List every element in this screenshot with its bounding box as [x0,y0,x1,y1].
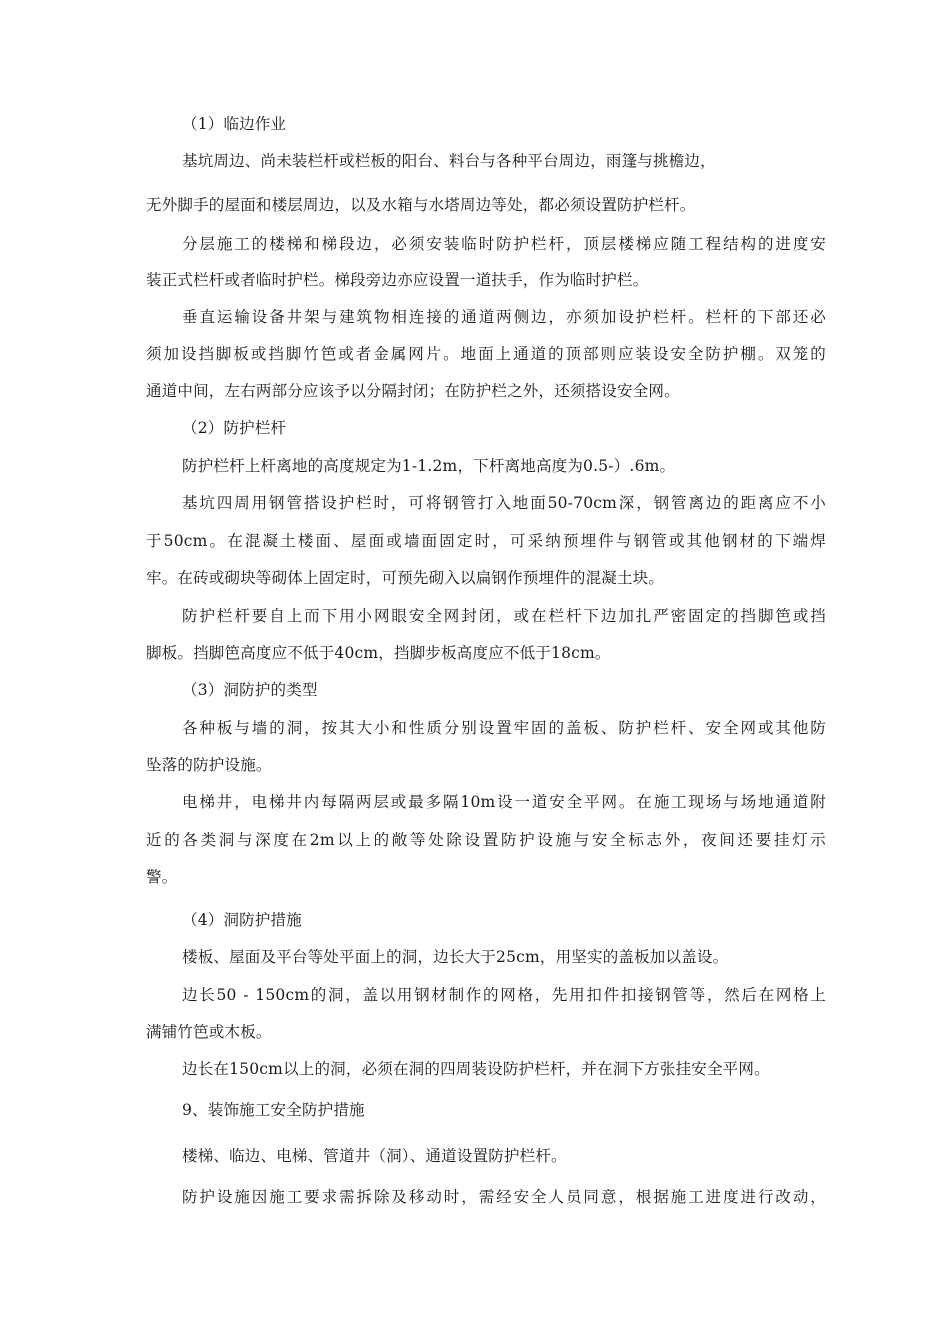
paragraph-line: 各种板与墙的洞，按其大小和性质分别设置牢固的盖板、防护栏杆、安全网或其他防 [182,719,826,737]
paragraph-line: 防护设施因施工要求需拆除及移动时，需经安全人员同意，根据施工进度进行改动， [182,1188,826,1206]
heading-decoration-safety: 9、装饰施工安全防护措施 [182,1101,365,1119]
paragraph-line: 基坑周边、尚未装栏杆或栏板的阳台、料台与各种平台周边，雨篷与挑檐边， [182,152,716,170]
paragraph-line: 垂直运输设备井架与建筑物相连接的通道两侧边，亦须加设护栏杆。栏杆的下部还必 [182,308,826,326]
paragraph-line: 边长50 - 150cm的洞，盖以用钢材制作的网格，先用扣件扣接钢管等，然后在网格上 [182,986,826,1004]
paragraph-line: 须加设挡脚板或挡脚竹笆或者金属网片。地面上通道的顶部则应装设安全防护棚。双笼的 [146,345,826,363]
heading-guardrail: （2）防护栏杆 [182,419,287,437]
paragraph-line: 无外脚手的屋面和楼层周边，以及水箱与水塔周边等处，都必须设置防护栏杆。 [146,196,696,214]
paragraph-line: 近的各类洞与深度在2m以上的敞等处除设置防护设施与安全标志外，夜间还要挂灯示 [146,831,826,849]
paragraph-line: 防护栏杆上杆离地的高度规定为1-1.2m，下杆离地高度为0.5-）.6m。 [182,457,676,475]
heading-edge-work: （1）临边作业 [182,115,287,133]
heading-hole-measures: （4）洞防护措施 [182,911,302,929]
paragraph-line: 边长在150cm以上的洞，必须在洞的四周装设防护栏杆，并在洞下方张挂安全平网。 [182,1060,770,1078]
paragraph-line: 装正式栏杆或者临时护栏。梯段旁边亦应设置一道扶手，作为临时护栏。 [146,271,649,289]
paragraph-line: 基坑四周用钢管搭设护栏时，可将钢管打入地面50-70cm深，钢管离边的距离应不小 [182,494,826,512]
paragraph-line: 分层施工的楼梯和梯段边，必须安装临时防护栏杆，顶层楼梯应随工程结构的进度安 [182,235,826,253]
paragraph-line: 通道中间，左右两部分应该予以分隔封闭；在防护栏之外，还须搭设安全网。 [146,382,680,400]
paragraph-line: 坠落的防护设施。 [146,756,272,774]
paragraph-line: 于50cm。在混凝土楼面、屋面或墙面固定时，可采纳预埋件与钢管或其他钢材的下端焊 [146,532,826,550]
paragraph-line: 电梯井，电梯井内每隔两层或最多隔10m设一道安全平网。在施工现场与场地通道附 [182,793,826,811]
heading-hole-types: （3）洞防护的类型 [182,681,318,699]
paragraph-line: 防护栏杆要自上而下用小网眼安全网封闭，或在栏杆下边加扎严密固定的挡脚笆或挡 [182,607,826,625]
paragraph-line: 满铺竹笆或木板。 [146,1023,272,1041]
paragraph-line: 脚板。挡脚笆高度应不低于40cm，挡脚步板高度应不低于18cm。 [146,644,611,662]
paragraph-line: 楼板、屋面及平台等处平面上的洞，边长大于25cm，用坚实的盖板加以盖设。 [182,948,729,966]
paragraph-line: 楼梯、临边、电梯、管道井（洞）、通道设置防护栏杆。 [182,1147,567,1165]
paragraph-line: 警。 [146,868,178,886]
paragraph-line: 牢。在砖或砌块等砌体上固定时，可预先砌入以扁钢作预埋件的混凝土块。 [146,569,665,587]
